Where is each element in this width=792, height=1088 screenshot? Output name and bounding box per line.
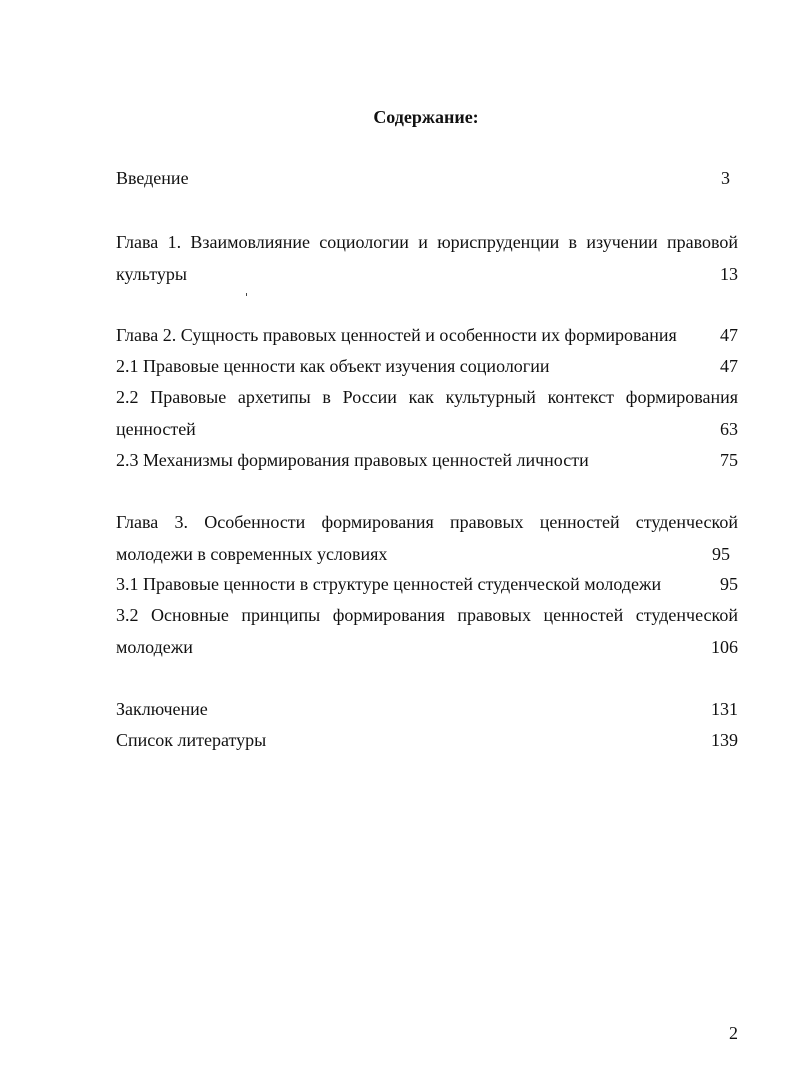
toc-entry-page: 131 [711,699,738,719]
toc-entry-section-3-1 [116,568,738,600]
toc-entry-label-line1: Глава 1. Взаимовлияние социологии и юриспруденции в изучении правовой [116,232,738,252]
toc-entry-label-line2: ценностей [116,419,196,439]
toc-entry-page: 63 [720,419,738,439]
toc-entry-label: 2.1 Правовые ценности как объект изучения социологии [116,356,550,376]
toc-entry-page: 95 [712,544,730,564]
toc-entry-label: 2.3 Механизмы формирования правовых ценностей личности [116,450,589,470]
toc-title: Содержание: [373,107,479,127]
toc-entry-label-line1: Глава 3. Особенности формирования правовых ценностей студенческой [116,512,738,532]
toc-entry-label-line2: молодежи в современных условиях [116,544,388,564]
toc-entry-page: 75 [720,450,738,470]
toc-entry-chapter-1 [116,226,738,290]
toc-entry-label: Заключение [116,699,208,719]
toc-entry-label: Введение [116,168,189,188]
toc-entry-section-3-2 [116,599,738,663]
toc-entry-label: 3.1 Правовые ценности в структуре ценностей студенческой молодежи [116,574,662,594]
toc-entry-chapter-3 [116,506,738,570]
toc-entry-conclusion [116,693,738,725]
toc-entry-label: Список литературы [116,730,267,750]
toc-entry-chapter-2 [116,319,738,351]
toc-entry-page: 47 [720,356,738,376]
toc-entry-label-line1: 2.2 Правовые архетипы в России как культурный контекст формирования [116,387,738,407]
toc-entry-section-2-2 [116,381,738,445]
scan-speck [246,293,247,296]
toc-entry-label-line1: 3.2 Основные принципы формирования правовых ценностей студенческой [116,605,738,625]
toc-entry-label-line2: культуры [116,264,187,284]
toc-entry-label-line2: молодежи [116,637,193,657]
toc-entry-page: 3 [721,168,730,188]
toc-entry-intro [116,162,738,194]
toc-entry-label: Глава 2. Сущность правовых ценностей и особенности их формирования [116,325,677,345]
toc-entry-page: 13 [720,264,738,284]
toc-entry-page: 106 [711,637,738,657]
toc-entry-page: 139 [711,730,738,750]
toc-entry-section-2-1 [116,350,738,382]
toc-entry-references [116,724,738,756]
page-number: 2 [729,1023,738,1043]
toc-entry-page: 95 [720,574,738,594]
toc-entry-page: 47 [720,325,738,345]
toc-entry-section-2-3 [116,444,738,476]
